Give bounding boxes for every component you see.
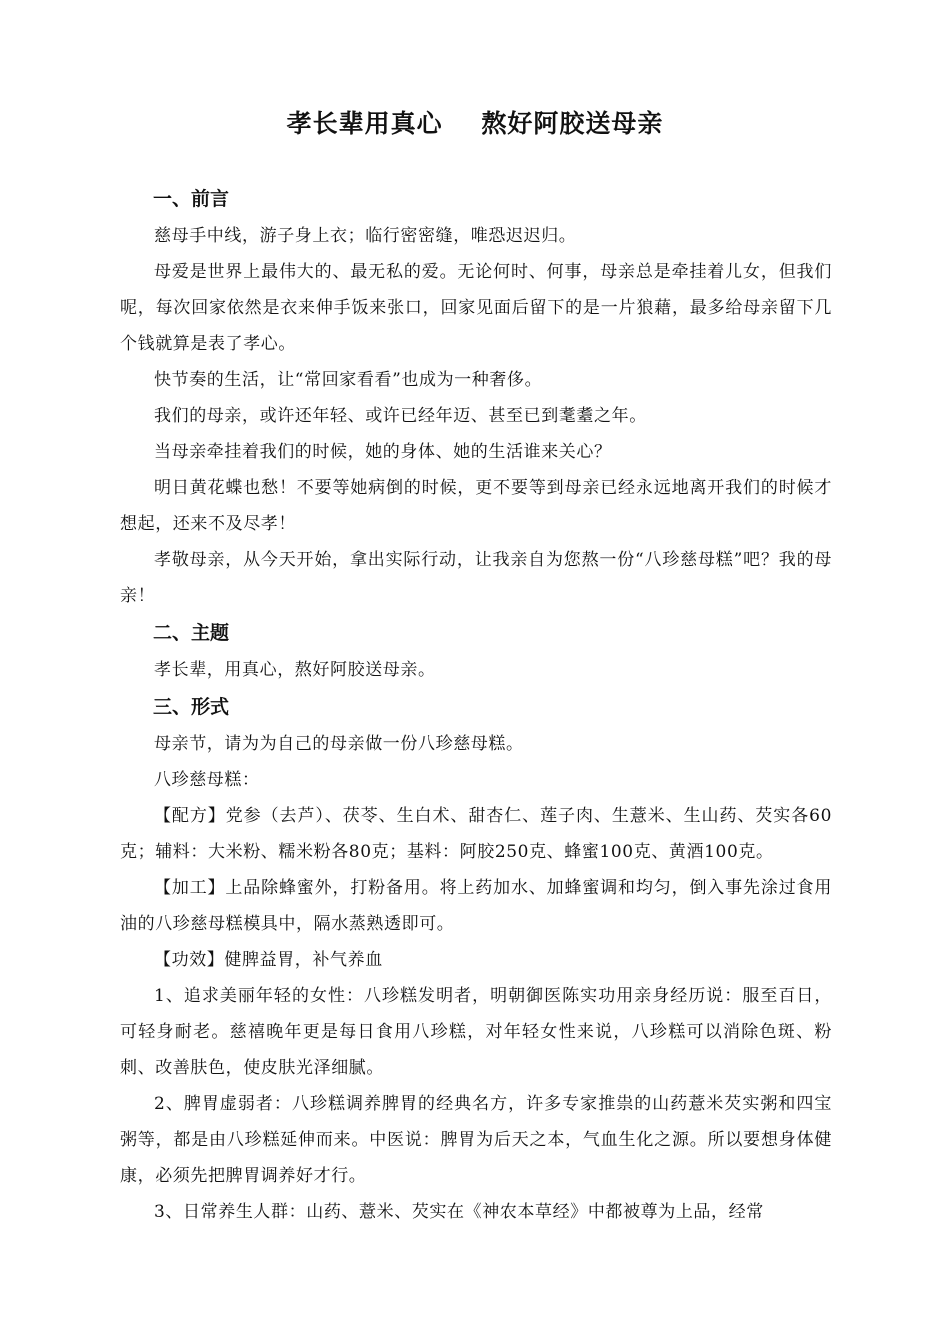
list-item: 2、脾胃虚弱者：八珍糕调养脾胃的经典名方，许多专家推祟的山药薏米芡实粥和四宝粥等，都是由八珍糕延伸而来。中医说：脾胃为后天之本，气血生化之源。所以要想身体健康，必须先把脾胃调养好才行。 [120,1094,832,1186]
paragraph: 快节奏的生活，让“常回家看看”也成为一种奢侈。 [154,370,543,390]
paragraph: 当母亲牵挂着我们的时候，她的身体、她的生活谁来关心？ [154,442,612,462]
section-preface [120,180,832,614]
paragraph: 我们的母亲，或许还年轻、或许已经年迈、甚至已到耄耋之年。 [154,406,647,426]
list-item: 3、日常养生人群：山药、薏米、芡实在《神农本草经》中都被尊为上品，经常 [154,1202,764,1222]
section-heading: 一、前言 [153,188,230,210]
section-heading: 三、形式 [153,696,230,718]
document-body [120,180,832,1230]
paragraph: 孝长辈，用真心，熬好阿胶送母亲。 [154,660,436,680]
recipe-processing: 【加工】上品除蜂蜜外，打粉备用。将上药加水、加蜂蜜调和均匀，倒入事先涂过食用油的八珍慈母糕模具中，隔水蒸熟透即可。 [120,878,832,934]
recipe-formula: 【配方】党参（去芦）、茯苓、生白术、甜杏仁、莲子肉、生薏米、生山药、芡实各60克；辅料：大米粉、糯米粉各80克；基料：阿胶250克、蜂蜜100克、黄酒100克。 [120,806,832,862]
paragraph: 母亲节，请为为自己的母亲做一份八珍慈母糕。 [154,734,524,754]
section-theme [120,614,832,688]
paragraph: 孝敬母亲，从今天开始，拿出实际行动，让我亲自为您熬一份“八珍慈母糕”吧？我的母亲！ [120,550,832,606]
recipe-efficacy: 【功效】健脾益胃，补气养血 [154,950,383,970]
paragraph: 慈母手中线，游子身上衣；临行密密缝，唯恐迟迟归。 [154,226,577,246]
paragraph: 母爱是世界上最伟大的、最无私的爱。无论何时、何事，母亲总是牵挂着儿女，但我们呢，每次回家依然是衣来伸手饭来张口，回家见面后留下的是一片狼藉，最多给母亲留下几个钱就算是表了孝心。 [120,262,832,354]
paragraph: 八珍慈母糕： [154,770,260,790]
paragraph: 明日黄花蝶也愁！不要等她病倒的时候，更不要等到母亲已经永远地离开我们的时候才想起，还来不及尽孝！ [120,478,832,534]
section-format [120,688,832,1230]
list-item: 1、追求美丽年轻的女性：八珍糕发明者，明朝御医陈实功用亲身经历说：服至百日，可轻身耐老。慈禧晚年更是每日食用八珍糕，对年轻女性来说，八珍糕可以消除色斑、粉刺、改善肤色，使皮肤光泽细腻。 [120,986,832,1078]
section-heading: 二、主题 [153,622,230,644]
document-title: 孝长辈用真心 熬好阿胶送母亲 [286,109,664,138]
